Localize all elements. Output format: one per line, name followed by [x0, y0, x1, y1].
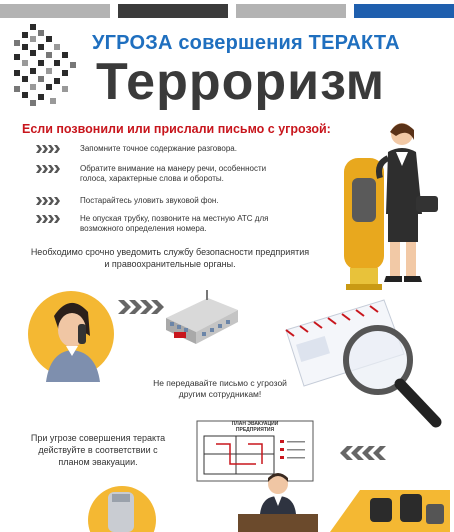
chevrons-icon: [36, 165, 60, 173]
chevrons-icon: [36, 145, 60, 153]
section-heading: Если позвонили или прислали письмо с угрозой:: [22, 122, 331, 136]
chevrons-icon: [36, 215, 60, 223]
top-color-bars: [0, 4, 454, 18]
step-text: Не опуская трубку, позвоните на местную АТС для возможного определения номера.: [80, 214, 269, 233]
device-illustration: [86, 480, 156, 532]
poster-title: Терроризм: [96, 53, 386, 111]
poster-subtitle: УГРОЗА совершения ТЕРАКТА: [92, 32, 400, 54]
man-at-desk-illustration: [238, 470, 318, 532]
pixel-mosaic-logo: [8, 22, 88, 110]
evacuation-caption: При угрозе совершения теракта действуйте в соответствии с планом эвакуации.: [30, 433, 166, 467]
office-chairs-illustration: [330, 480, 450, 532]
letter-caption: Не передавайте письмо с угрозой другим сотрудникам!: [153, 378, 287, 399]
arrow-right-icon: [118, 300, 164, 314]
chevrons-icon: [36, 197, 60, 205]
plan-title: ПЛАН ЭВАКУАЦИИ ПРЕДПРИЯТИЯ: [231, 421, 279, 433]
building-illustration: [162, 288, 242, 348]
bar-4: [354, 4, 454, 18]
letter-magnifier-illustration: [280, 290, 448, 440]
bar-3: [236, 4, 346, 18]
arrow-left-icon: [340, 446, 386, 460]
woman-on-payphone-illustration: [330, 118, 450, 298]
step-text: Запомните точное содержание разговора.: [80, 144, 237, 153]
step-text: Постарайтесь уловить звуковой фон.: [80, 196, 219, 205]
notice-text: Необходимо срочно уведомить службу безопасности предприятия и правоохранительные органы.: [30, 247, 310, 269]
bar-2: [118, 4, 228, 18]
bar-1: [0, 4, 110, 18]
woman-with-phone-illustration: [26, 284, 116, 384]
step-text: Обратите внимание на манеру речи, особенности голоса, характерные слова и обороты.: [80, 164, 267, 183]
